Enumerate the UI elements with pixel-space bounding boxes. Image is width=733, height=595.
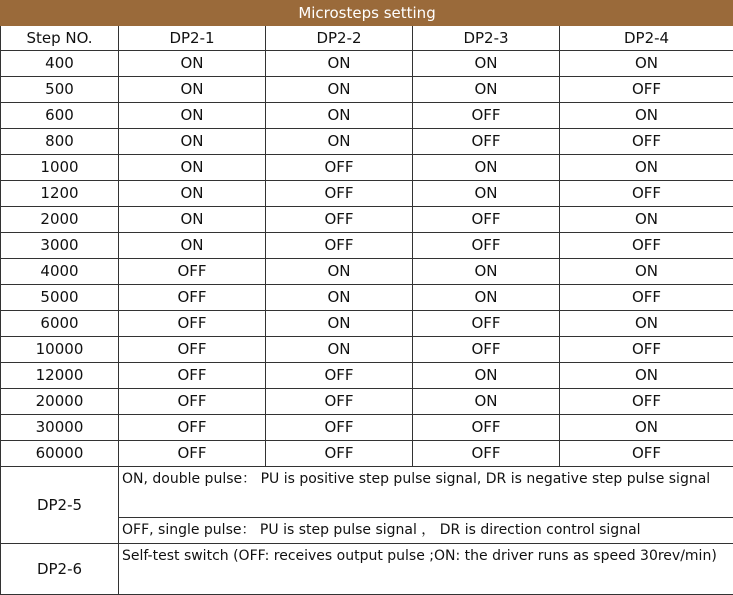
table-row bbox=[1, 311, 733, 337]
step-number-cell: 5000 bbox=[1, 285, 119, 311]
table-row bbox=[1, 155, 733, 181]
switch-state-cell: ON bbox=[266, 129, 413, 155]
table-title: Microsteps setting bbox=[1, 1, 733, 26]
switch-state-cell: ON bbox=[413, 155, 560, 181]
switch-state-cell: ON bbox=[560, 51, 733, 77]
switch-state-cell: OFF bbox=[119, 311, 266, 337]
switch-state-cell: OFF bbox=[266, 181, 413, 207]
table-row bbox=[1, 129, 733, 155]
switch-state-cell: ON bbox=[413, 259, 560, 285]
table-row bbox=[1, 285, 733, 311]
table-row bbox=[1, 77, 733, 103]
column-header-dp2-3: DP2-3 bbox=[413, 26, 560, 51]
switch-state-cell: OFF bbox=[119, 363, 266, 389]
switch-state-cell: OFF bbox=[413, 233, 560, 259]
table-row bbox=[1, 389, 733, 415]
dp2-6-label: DP2-6 bbox=[1, 544, 119, 595]
switch-state-cell: ON bbox=[413, 285, 560, 311]
switch-state-cell: ON bbox=[119, 77, 266, 103]
table-row bbox=[1, 233, 733, 259]
switch-state-cell: OFF bbox=[560, 337, 733, 363]
switch-state-cell: OFF bbox=[560, 77, 733, 103]
dp2-6-description: Self-test switch (OFF: receives output pulse ;ON: the driver runs as speed 30rev/min) bbox=[119, 544, 733, 595]
table-row bbox=[1, 337, 733, 363]
step-number-cell: 20000 bbox=[1, 389, 119, 415]
dp2-5-off-description: OFF, single pulse： PU is step pulse signal ， DR is direction control signal bbox=[119, 517, 733, 543]
table-row bbox=[1, 415, 733, 441]
step-number-cell: 600 bbox=[1, 103, 119, 129]
switch-state-cell: OFF bbox=[413, 441, 560, 467]
switch-state-cell: OFF bbox=[413, 207, 560, 233]
switch-state-cell: ON bbox=[560, 259, 733, 285]
switch-state-cell: OFF bbox=[413, 311, 560, 337]
column-header-dp2-1: DP2-1 bbox=[119, 26, 266, 51]
switch-state-cell: ON bbox=[119, 129, 266, 155]
switch-state-cell: OFF bbox=[266, 415, 413, 441]
column-header-step-no: Step NO. bbox=[1, 26, 119, 51]
switch-state-cell: ON bbox=[266, 285, 413, 311]
switch-state-cell: ON bbox=[560, 311, 733, 337]
switch-state-cell: ON bbox=[266, 259, 413, 285]
switch-state-cell: ON bbox=[119, 181, 266, 207]
step-number-cell: 1200 bbox=[1, 181, 119, 207]
switch-state-cell: ON bbox=[413, 77, 560, 103]
table-row bbox=[1, 207, 733, 233]
dp2-6-row bbox=[1, 544, 733, 595]
switch-state-cell: OFF bbox=[266, 233, 413, 259]
table-row bbox=[1, 51, 733, 77]
switch-state-cell: OFF bbox=[266, 363, 413, 389]
switch-state-cell: ON bbox=[413, 181, 560, 207]
step-number-cell: 4000 bbox=[1, 259, 119, 285]
switch-state-cell: ON bbox=[266, 77, 413, 103]
switch-state-cell: ON bbox=[119, 103, 266, 129]
switch-state-cell: OFF bbox=[266, 389, 413, 415]
switch-state-cell: OFF bbox=[560, 441, 733, 467]
switch-state-cell: ON bbox=[266, 103, 413, 129]
switch-state-cell: OFF bbox=[119, 259, 266, 285]
switch-state-cell: ON bbox=[560, 415, 733, 441]
step-number-cell: 500 bbox=[1, 77, 119, 103]
step-number-cell: 1000 bbox=[1, 155, 119, 181]
switch-state-cell: ON bbox=[266, 311, 413, 337]
switch-state-cell: ON bbox=[413, 389, 560, 415]
title-row bbox=[1, 1, 733, 26]
switch-state-cell: OFF bbox=[413, 337, 560, 363]
switch-state-cell: ON bbox=[560, 103, 733, 129]
switch-state-cell: OFF bbox=[119, 415, 266, 441]
switch-state-cell: ON bbox=[119, 207, 266, 233]
switch-state-cell: OFF bbox=[413, 103, 560, 129]
table-row bbox=[1, 181, 733, 207]
dp2-5-label: DP2-5 bbox=[1, 467, 119, 544]
switch-state-cell: ON bbox=[560, 207, 733, 233]
switch-state-cell: OFF bbox=[266, 207, 413, 233]
switch-state-cell: ON bbox=[266, 51, 413, 77]
switch-state-cell: ON bbox=[266, 337, 413, 363]
column-header-dp2-4: DP2-4 bbox=[560, 26, 733, 51]
switch-state-cell: OFF bbox=[119, 285, 266, 311]
step-number-cell: 6000 bbox=[1, 311, 119, 337]
switch-state-cell: OFF bbox=[413, 129, 560, 155]
table-row bbox=[1, 259, 733, 285]
switch-state-cell: ON bbox=[413, 363, 560, 389]
switch-state-cell: OFF bbox=[266, 441, 413, 467]
switch-state-cell: OFF bbox=[266, 155, 413, 181]
switch-state-cell: OFF bbox=[119, 389, 266, 415]
step-number-cell: 12000 bbox=[1, 363, 119, 389]
switch-state-cell: OFF bbox=[560, 129, 733, 155]
switch-state-cell: ON bbox=[560, 363, 733, 389]
switch-state-cell: OFF bbox=[119, 337, 266, 363]
dp2-5-on-description: ON, double pulse： PU is positive step pulse signal, DR is negative step pulse signal bbox=[119, 467, 733, 518]
switch-state-cell: OFF bbox=[119, 441, 266, 467]
table-row bbox=[1, 441, 733, 467]
step-number-cell: 800 bbox=[1, 129, 119, 155]
header-row bbox=[1, 26, 733, 51]
switch-state-cell: OFF bbox=[560, 233, 733, 259]
step-number-cell: 400 bbox=[1, 51, 119, 77]
switch-state-cell: OFF bbox=[560, 389, 733, 415]
switch-state-cell: ON bbox=[413, 51, 560, 77]
column-header-dp2-2: DP2-2 bbox=[266, 26, 413, 51]
switch-state-cell: OFF bbox=[560, 285, 733, 311]
dp2-5-on-row bbox=[1, 467, 733, 518]
table-row bbox=[1, 103, 733, 129]
switch-state-cell: ON bbox=[119, 233, 266, 259]
switch-state-cell: ON bbox=[119, 155, 266, 181]
switch-state-cell: OFF bbox=[413, 415, 560, 441]
step-number-cell: 10000 bbox=[1, 337, 119, 363]
step-number-cell: 2000 bbox=[1, 207, 119, 233]
switch-state-cell: ON bbox=[119, 51, 266, 77]
step-number-cell: 30000 bbox=[1, 415, 119, 441]
switch-state-cell: ON bbox=[560, 155, 733, 181]
step-number-cell: 60000 bbox=[1, 441, 119, 467]
switch-state-cell: OFF bbox=[560, 181, 733, 207]
step-number-cell: 3000 bbox=[1, 233, 119, 259]
table-row bbox=[1, 363, 733, 389]
